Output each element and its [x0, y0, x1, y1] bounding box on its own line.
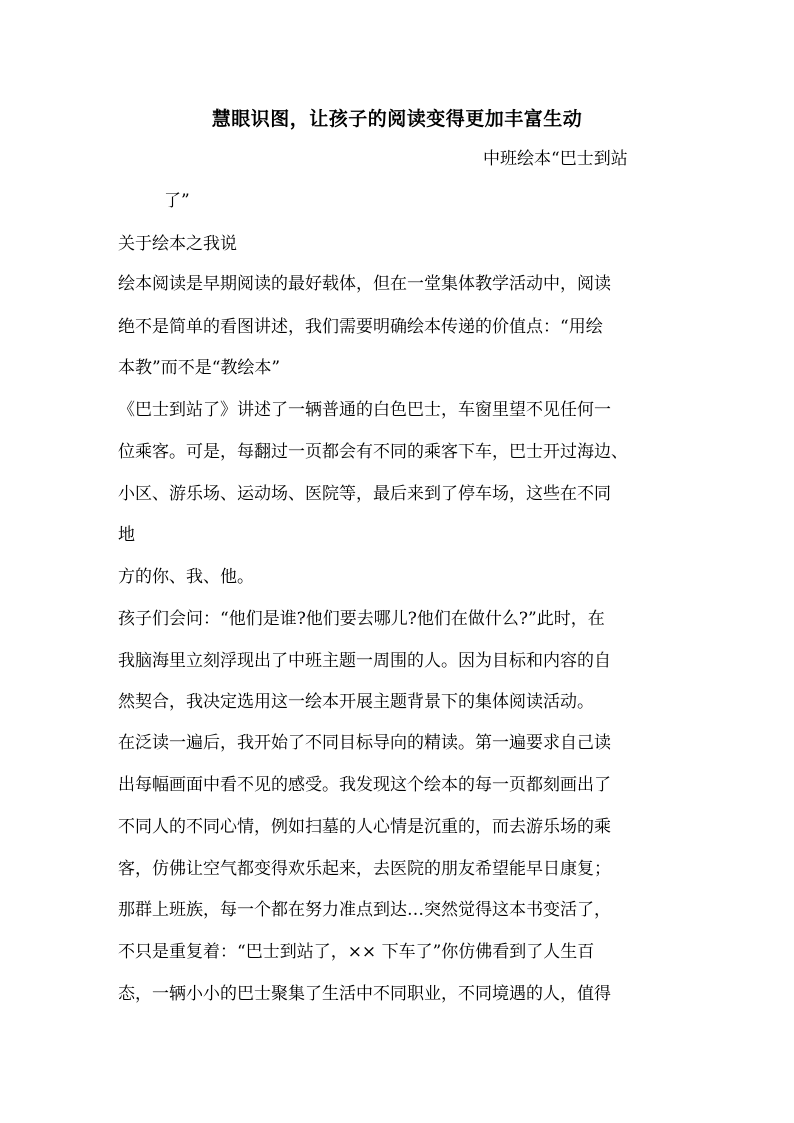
body-line: 孩子们会问：“他们是谁?他们要去哪儿?他们在做什么?”此时，在	[118, 609, 605, 629]
body-line: 不同人的不同心情，例如扫墓的人心情是沉重的，而去游乐场的乘	[118, 817, 611, 837]
body-line: 小区、游乐场、运动场、医院等，最后来到了停车场，这些在不同	[118, 484, 611, 504]
body-line: 位乘客。可是，每翻过一页都会有不同的乘客下车，巴士开过海边、	[118, 442, 628, 462]
body-line: 然契合，我决定选用这一绘本开展主题背景下的集体阅读活动。	[118, 692, 594, 712]
body-line: 绝不是简单的看图讲述，我们需要明确绘本传递的价值点：“用绘	[118, 317, 603, 337]
subtitle-line-2: 了”	[164, 191, 190, 211]
body-line: 《巴士到站了》讲述了一辆普通的白色巴士，车窗里望不见任何一	[118, 400, 611, 420]
body-line: 方的你、我、他。	[118, 567, 254, 587]
document-title: 慧眼识图，让孩子的阅读变得更加丰富生动	[211, 108, 583, 130]
section-heading: 关于绘本之我说	[118, 234, 237, 254]
body-line: 在泛读一遍后，我开始了不同目标导向的精读。第一遍要求自己读	[118, 733, 611, 753]
body-line: 客，仿佛让空气都变得欢乐起来，去医院的朋友希望能早日康复；	[118, 859, 611, 879]
subtitle-line-1: 中班绘本“巴士到站	[483, 149, 628, 169]
body-line: 出每幅画面中看不见的感受。我发现这个绘本的每一页都刻画出了	[118, 775, 611, 795]
body-line: 那群上班族，每一个都在努力准点到达…突然觉得这本书变活了，	[118, 900, 611, 920]
body-line: 不只是重复着：“巴士到站了，×× 下车了”你仿佛看到了人生百	[118, 942, 595, 962]
body-line: 我脑海里立刻浮现出了中班主题一周围的人。因为目标和内容的自	[118, 651, 611, 671]
body-line: 本教”而不是“教绘本”	[118, 358, 281, 378]
body-line: 态，一辆小小的巴士聚集了生活中不同职业，不同境遇的人，值得	[118, 984, 611, 1004]
body-line: 绘本阅读是早期阅读的最好载体，但在一堂集体教学活动中，阅读	[118, 274, 611, 294]
body-line: 地	[118, 525, 135, 545]
